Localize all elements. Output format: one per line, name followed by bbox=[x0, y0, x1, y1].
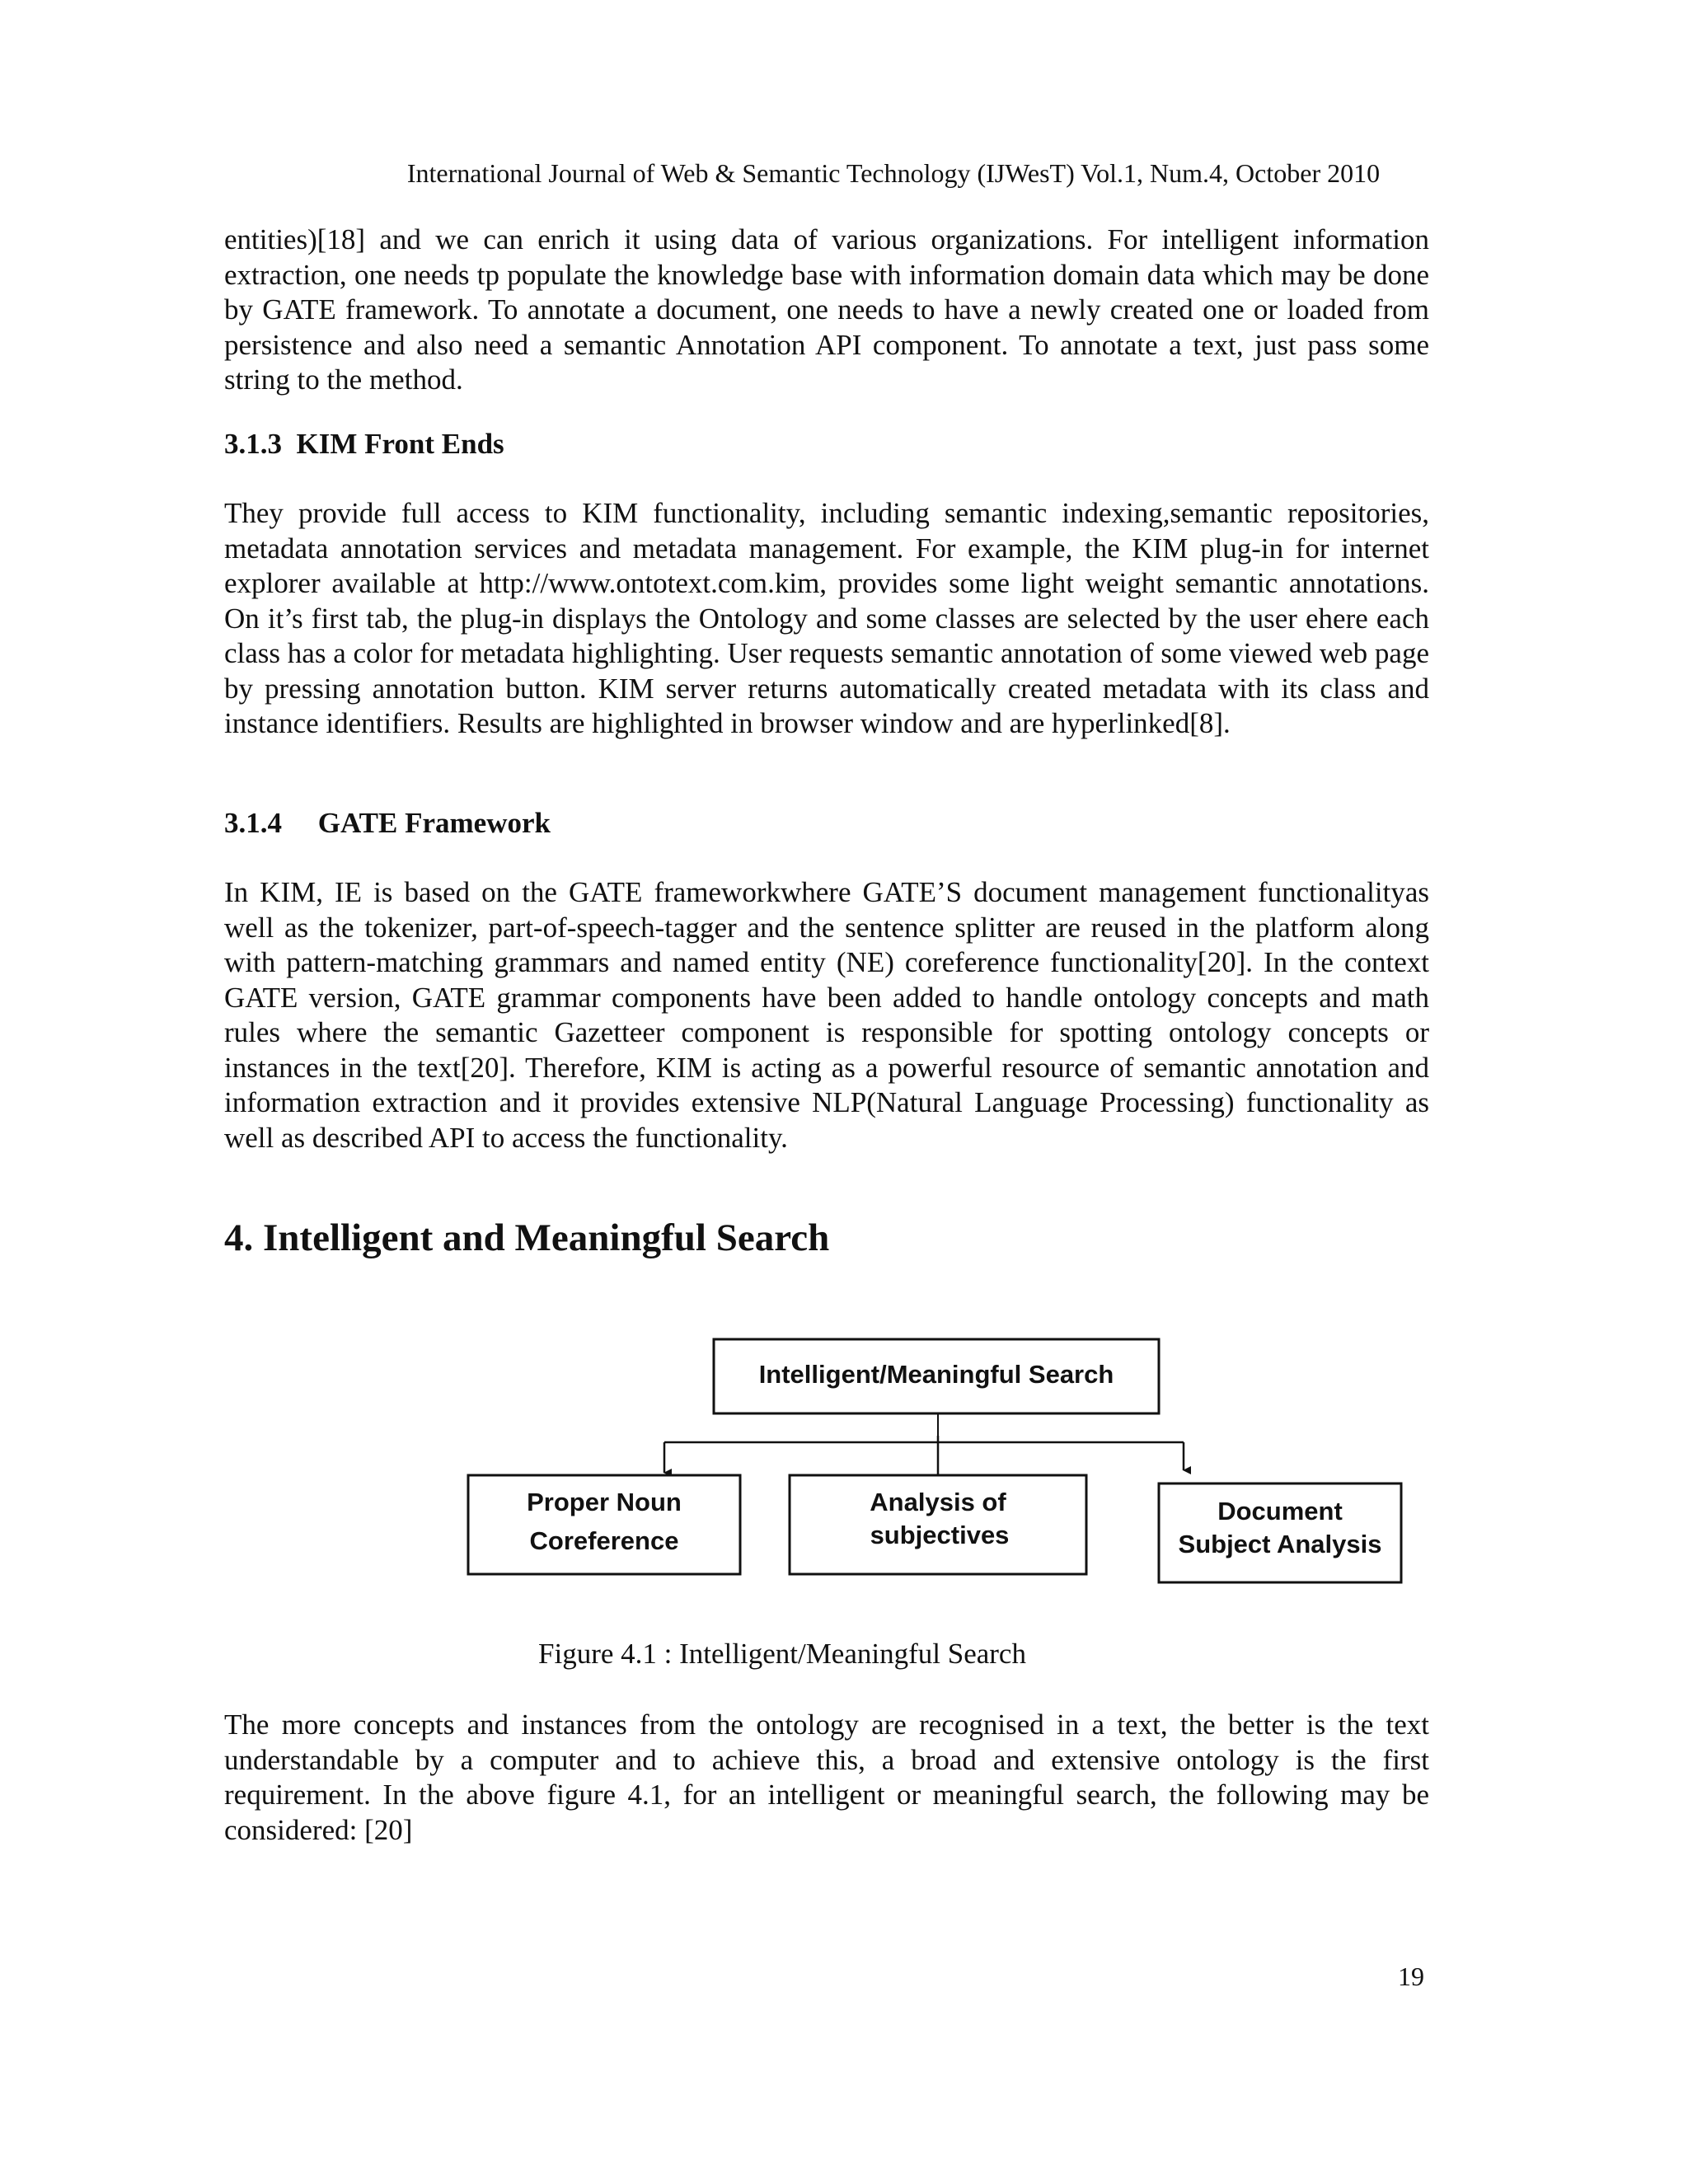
running-header: International Journal of Web & Semantic Technology (IJWesT) Vol.1, Num.4, October 2010 bbox=[406, 158, 1381, 188]
section-heading-kim-front-ends: 3.1.3 KIM Front Ends bbox=[224, 428, 504, 460]
paragraph-gate-framework: In KIM, IE is based on the GATE frameworkwhere GATE’S document management functionalityas well as the tokenizer, part-of-speech-tagger and the sentence splitter are reused in the platform along with pattern-matching grammars and named entity (NE) coreference functionality[20]. In the context GATE version, GATE grammar components have been added to handle ontology concepts and math rules where the semantic Gazetteer component is responsible for spotting ontology concepts or instances in the text[20]. Therefore, KIM is acting as a powerful resource of semantic annotation and information extraction and it provides extensive NLP(Natural Language Processing) functionality as well as described API to access the functionality. bbox=[224, 876, 1429, 1154]
diagram-box-document-line1: Document bbox=[1217, 1497, 1343, 1526]
paragraph-kim-front-ends: They provide full access to KIM functionality, including semantic indexing,semantic repositories, metadata annotation services and metadata management. For example, the KIM plug-in for internet explorer available at http://www.ontotext.com.kim, provides some light weight semantic annotations. On it’s first tab, the plug-in displays the Ontology and some classes are selected by the user ehere each class has a color for metadata highlighting. User requests semantic annotation of some viewed web page by pressing annotation button. KIM server returns automatically created metadata with its class and instance identifiers. Results are highlighted in browser window and are hyperlinked[8]. bbox=[224, 497, 1429, 739]
diagram-box-analysis-line2: subjectives bbox=[870, 1521, 1010, 1550]
diagram-root-label: Intelligent/Meaningful Search bbox=[758, 1360, 1114, 1390]
diagram-box-proper-noun-line2: Coreference bbox=[529, 1526, 679, 1556]
page-number: 19 bbox=[1398, 1961, 1424, 1991]
paragraph-entities: entities)[18] and we can enrich it using data of various organizations. For intelligent information extraction, one needs tp populate the knowledge base with information domain data which may be done by GATE framework. To annotate a document, one needs to have a newly created one or loaded from persistence and also need a semantic Annotation API component. To annotate a text, just pass some string to the method. bbox=[224, 223, 1429, 396]
diagram-box-document-line2: Subject Analysis bbox=[1178, 1530, 1382, 1559]
diagram-box-analysis-line1: Analysis of bbox=[870, 1488, 1006, 1517]
section-heading-gate-framework: 3.1.4 GATE Framework bbox=[224, 807, 551, 839]
paragraph-ontology-concepts: The more concepts and instances from the ontology are recognised in a text, the better is the text understandable by a computer and to achieve this, a broad and extensive ontology is the first requirement. In the above figure 4.1, for an intelligent or meaningful search, the following may be considered: [20] bbox=[224, 1708, 1429, 1846]
chapter-heading-intelligent-search: 4. Intelligent and Meaningful Search bbox=[224, 1216, 830, 1259]
diagram-box-proper-noun-line1: Proper Noun bbox=[527, 1488, 682, 1517]
figure-caption: Figure 4.1 : Intelligent/Meaningful Search bbox=[538, 1638, 1026, 1670]
